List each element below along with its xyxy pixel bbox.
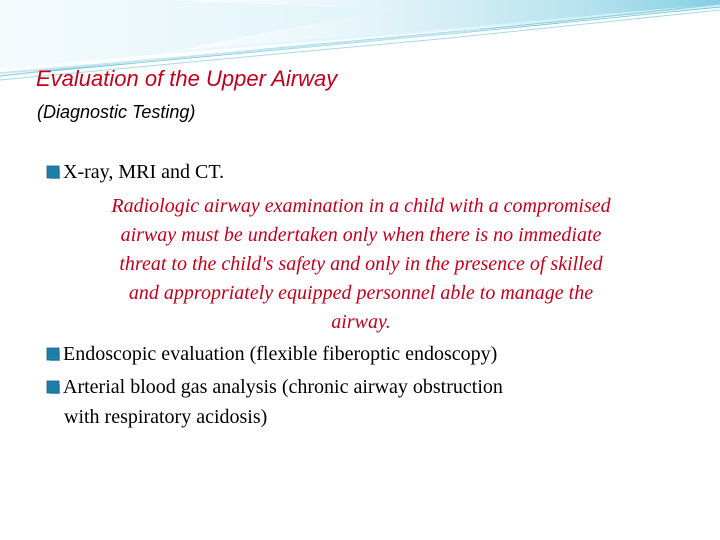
note-line: Radiologic airway examination in a child with a compromised [111, 195, 611, 217]
note-line: and appropriately equipped personnel able to manage the [128, 282, 594, 304]
note-line: airway must be undertaken only when there is no immediate [120, 224, 602, 246]
checkbox-bullet-icon [46, 158, 63, 187]
slide-subtitle: (Diagnostic Testing) [37, 102, 196, 122]
checkbox-bullet-icon [46, 340, 63, 369]
bullet-item-1 [46, 158, 224, 187]
bullet-continuation: with respiratory acidosis) [64, 406, 268, 428]
checkbox-bullet-icon [46, 373, 63, 402]
bullet-text: X-ray, MRI and CT. [63, 161, 225, 183]
note-line: airway. [331, 311, 391, 333]
bullet-text: Arterial blood gas analysis (chronic airway obstruction [63, 376, 503, 398]
bullet-item-2 [46, 340, 497, 369]
note-line: threat to the child's safety and only in the presence of skilled [119, 253, 603, 275]
bullet-item-3 [46, 373, 503, 402]
slide-title: Evaluation of the Upper Airway [36, 66, 338, 91]
radiology-note [36, 192, 686, 337]
bullet-text: Endoscopic evaluation (flexible fiberoptic endoscopy) [63, 343, 498, 365]
